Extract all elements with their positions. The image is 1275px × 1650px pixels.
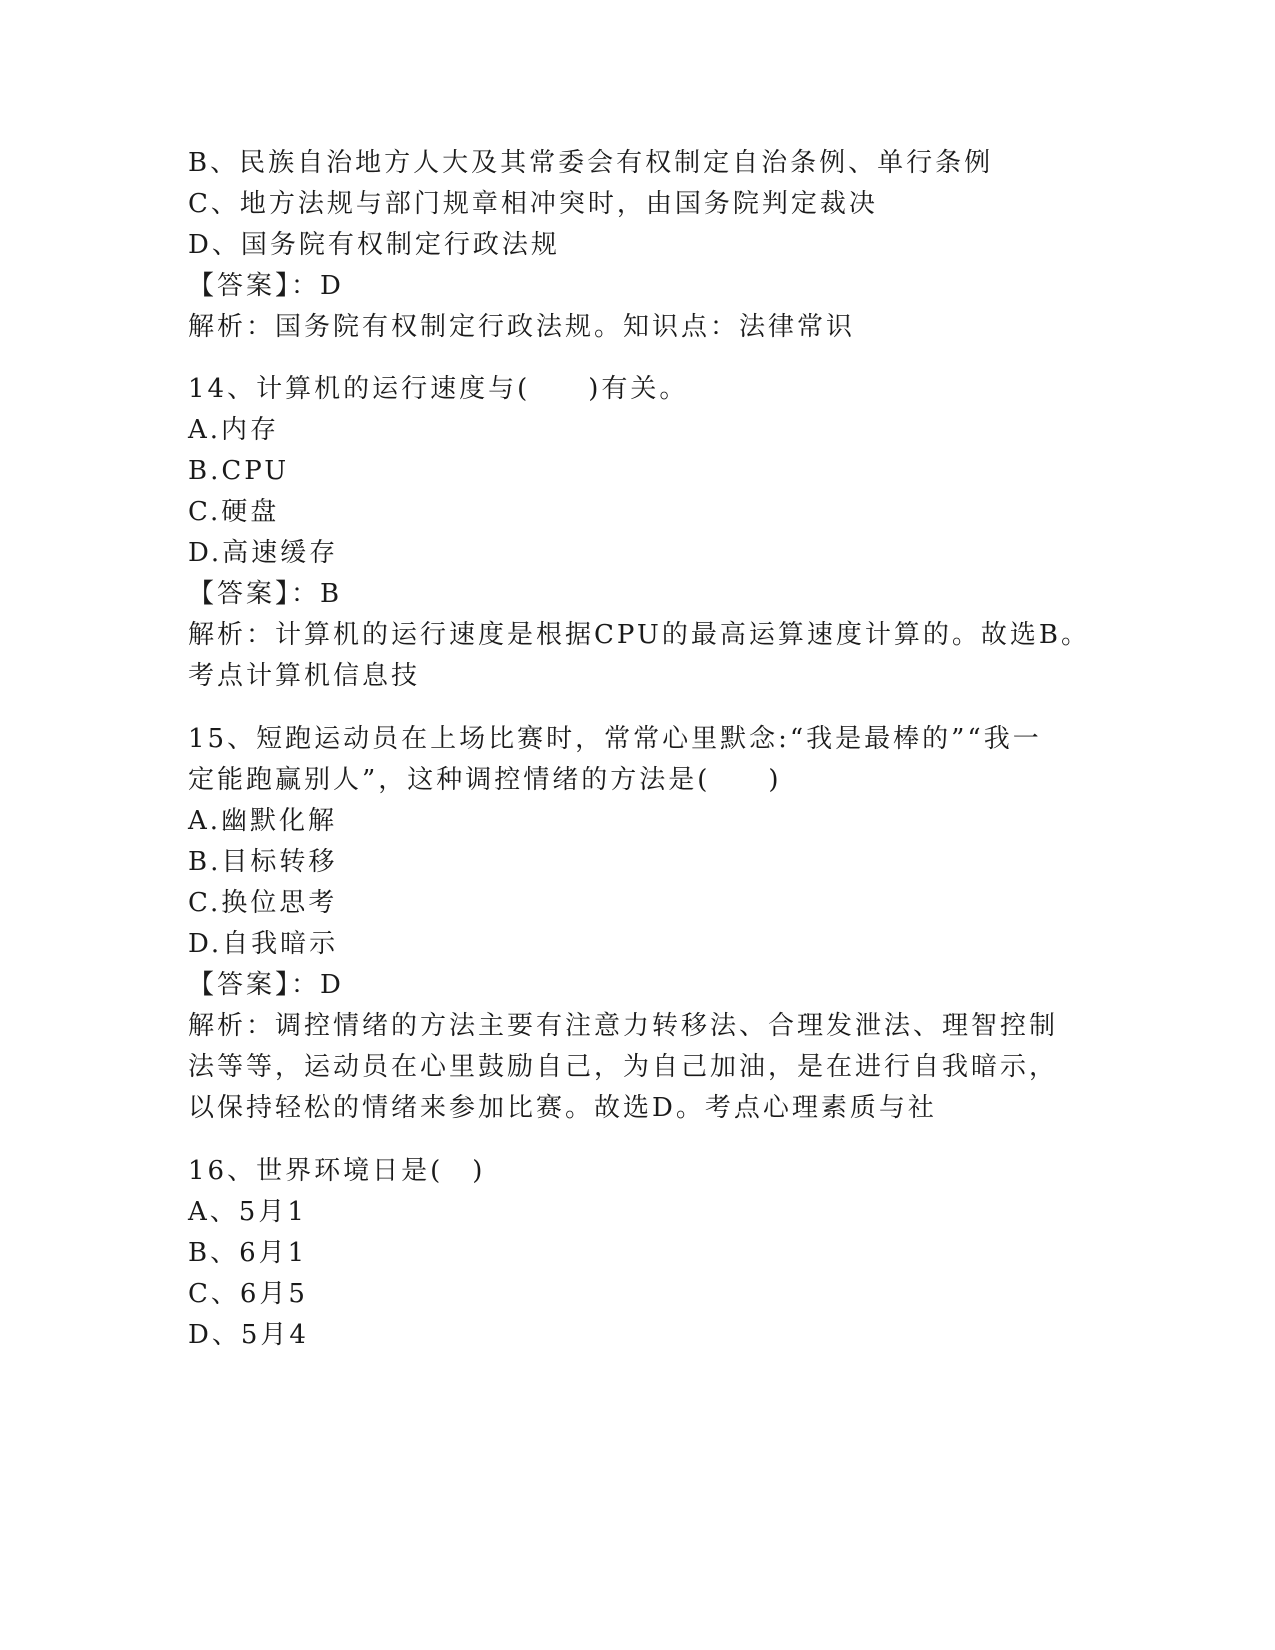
- q13-option-b: B、民族自治地方人大及其常委会有权制定自治条例、单行条例: [188, 148, 994, 178]
- q15-analysis-line-2: 法等等，运动员在心里鼓励自己，为自己加油，是在进行自我暗示，: [188, 1052, 1059, 1082]
- q15-stem-line-2: 定能跑赢别人”，这种调控情绪的方法是( ): [188, 765, 782, 795]
- q15-stem-line-1: 15、短跑运动员在上场比赛时，常常心里默念:“我是最棒的”“我一: [188, 724, 1042, 754]
- q15-option-c: C.换位思考: [188, 888, 338, 918]
- q14-option-d: D.高速缓存: [188, 538, 339, 568]
- q15-option-a: A.幽默化解: [188, 806, 338, 836]
- q13-option-c: C、地方法规与部门规章相冲突时，由国务院判定裁决: [188, 189, 878, 219]
- q15-answer: 【答案】：D: [188, 970, 344, 1000]
- q14-option-a: A.内存: [188, 415, 280, 445]
- q16-option-d: D、5月4: [188, 1320, 309, 1350]
- q14-analysis-line-2: 考点计算机信息技: [188, 661, 421, 691]
- q13-answer: 【答案】：D: [188, 271, 344, 301]
- q14-option-c: C.硬盘: [188, 497, 280, 527]
- q15-analysis-line-1: 解析：调控情绪的方法主要有注意力转移法、合理发泄法、理智控制: [188, 1011, 1059, 1041]
- q16-option-c: C、6月5: [188, 1279, 308, 1309]
- q16-option-b: B、6月1: [188, 1238, 308, 1268]
- q14-answer: 【答案】：B: [188, 579, 343, 609]
- q16-option-a: A、5月1: [188, 1197, 307, 1227]
- q14-stem: 14、计算机的运行速度与( )有关。: [188, 374, 689, 404]
- q15-analysis-line-3: 以保持轻松的情绪来参加比赛。故选D。考点心理素质与社: [188, 1093, 937, 1123]
- q14-analysis-line-1: 解析：计算机的运行速度是根据CPU的最高运算速度计算的。故选B。: [188, 620, 1090, 650]
- q15-option-b: B.目标转移: [188, 847, 338, 877]
- q13-analysis: 解析：国务院有权制定行政法规。知识点：法律常识: [188, 312, 856, 342]
- q15-option-d: D.自我暗示: [188, 929, 339, 959]
- q16-stem: 16、世界环境日是( ): [188, 1156, 486, 1186]
- q13-option-d: D、国务院有权制定行政法规: [188, 230, 560, 260]
- q14-option-b: B.CPU: [188, 456, 290, 486]
